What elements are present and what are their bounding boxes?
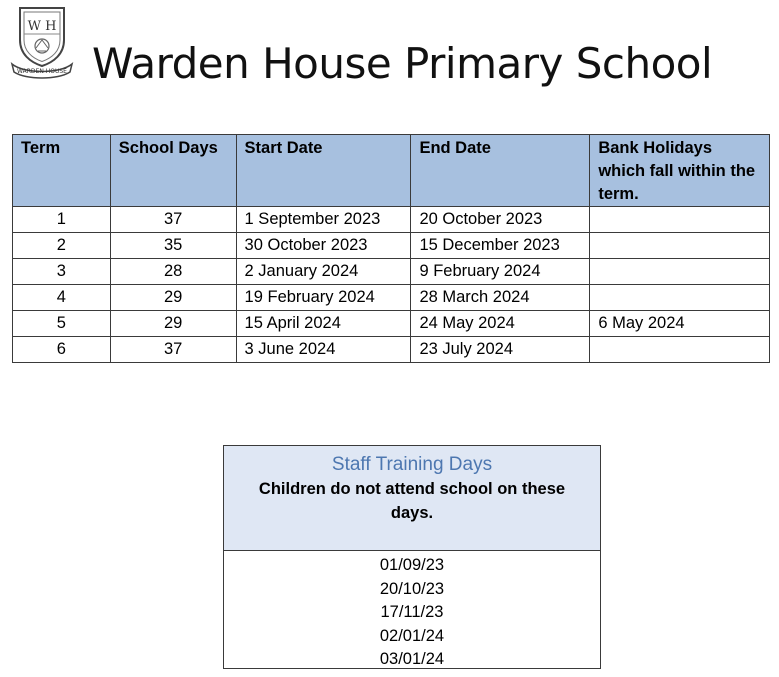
cell-start-date: 30 October 2023 [236, 233, 411, 259]
table-row [13, 337, 770, 363]
crest-initials: W H [27, 19, 57, 34]
training-subtitle: Children do not attend school on these days. [258, 480, 566, 522]
cell-school-days: 37 [110, 207, 236, 233]
cell-start-date: 3 June 2024 [236, 337, 411, 363]
cell-term: 3 [13, 259, 111, 285]
cell-end-date: 9 February 2024 [411, 259, 590, 285]
cell-term: 5 [13, 311, 111, 337]
table-row [13, 207, 770, 233]
table-row [13, 233, 770, 259]
cell-term: 1 [13, 207, 111, 233]
list-item: 17/11/23 [380, 603, 444, 621]
cell-end-date: 15 December 2023 [411, 233, 590, 259]
cell-bank-holiday: 6 May 2024 [590, 311, 770, 337]
list-item: 03/01/24 [379, 650, 445, 668]
cell-end-date: 20 October 2023 [411, 207, 590, 233]
column-header-term: Term [13, 135, 111, 207]
column-header-bank-holidays: Bank Holidays which fall within the term. [590, 135, 770, 207]
cell-end-date: 24 May 2024 [411, 311, 590, 337]
cell-start-date: 19 February 2024 [236, 285, 411, 311]
training-dates-list [224, 551, 600, 672]
table-header-row [13, 135, 770, 207]
cell-term: 2 [13, 233, 111, 259]
cell-bank-holiday [590, 207, 770, 233]
list-item: 01/09/23 [379, 556, 445, 574]
staff-training-days-box [223, 445, 601, 669]
cell-start-date: 1 September 2023 [236, 207, 411, 233]
school-crest-logo [10, 4, 74, 80]
cell-school-days: 29 [110, 285, 236, 311]
cell-bank-holiday [590, 259, 770, 285]
cell-bank-holiday [590, 337, 770, 363]
cell-end-date: 28 March 2024 [411, 285, 590, 311]
cell-school-days: 37 [110, 337, 236, 363]
cell-start-date: 15 April 2024 [236, 311, 411, 337]
cell-end-date: 23 July 2024 [411, 337, 590, 363]
table-row [13, 285, 770, 311]
column-header-school-days: School Days [110, 135, 236, 207]
cell-term: 6 [13, 337, 111, 363]
cell-term: 4 [13, 285, 111, 311]
table-row [13, 311, 770, 337]
column-header-start-date: Start Date [236, 135, 411, 207]
page-title: Warden House Primary School [92, 39, 713, 88]
training-title: Staff Training Days [331, 454, 493, 475]
column-header-end-date: End Date [411, 135, 590, 207]
cell-school-days: 29 [110, 311, 236, 337]
cell-bank-holiday [590, 233, 770, 259]
cell-school-days: 35 [110, 233, 236, 259]
training-header [224, 446, 600, 551]
cell-start-date: 2 January 2024 [236, 259, 411, 285]
crest-ribbon-text: WARDEN HOUSE [17, 68, 67, 75]
list-item: 02/01/24 [379, 626, 445, 645]
term-dates-table [12, 134, 770, 363]
table-row [13, 259, 770, 285]
cell-school-days: 28 [110, 259, 236, 285]
list-item: 20/10/23 [379, 579, 445, 598]
cell-bank-holiday [590, 285, 770, 311]
